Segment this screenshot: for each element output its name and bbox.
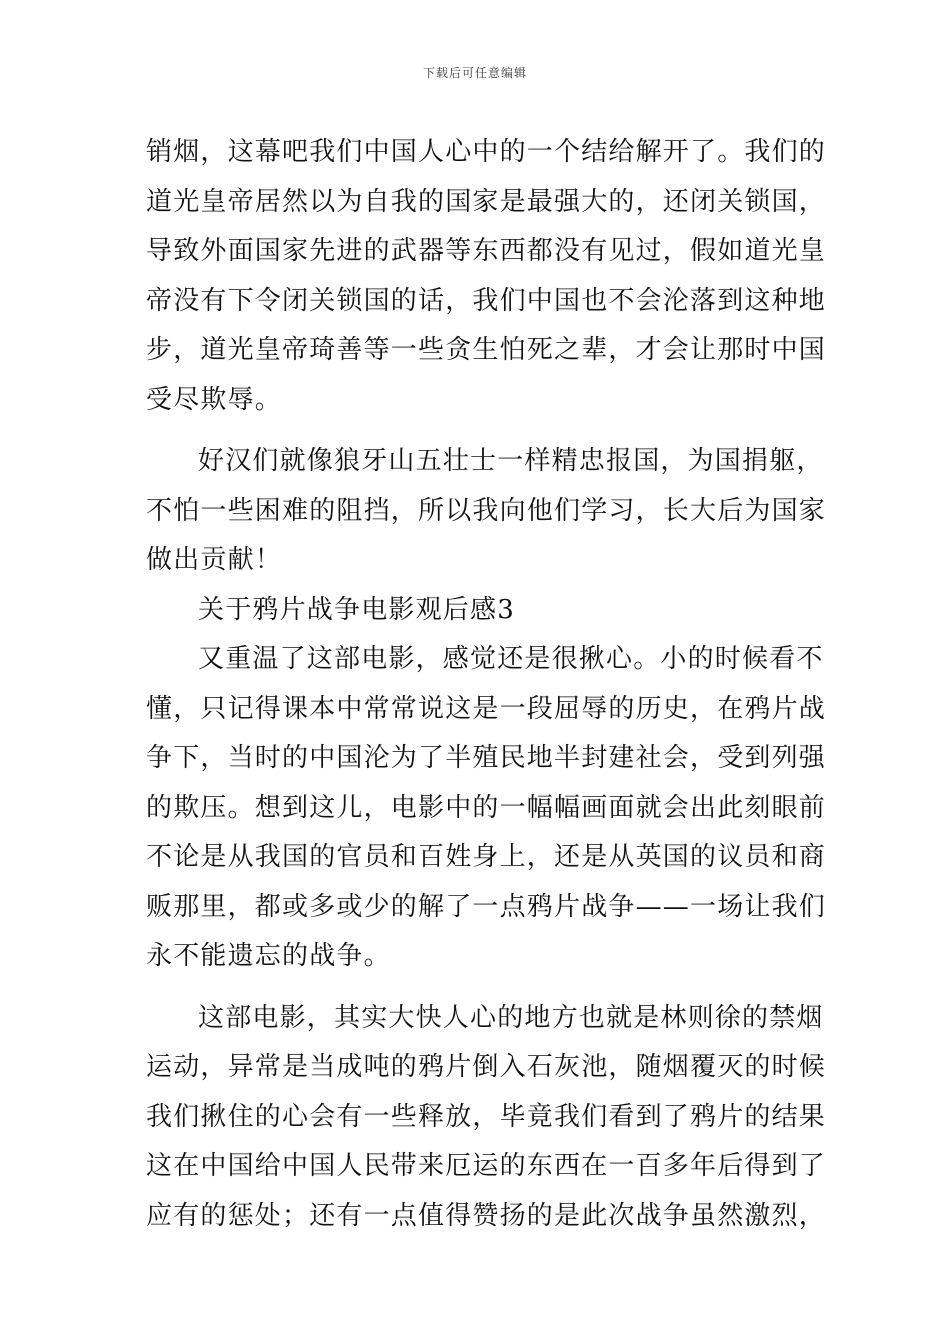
body-text [146, 128, 827, 1241]
text-line: 不怕一些困难的阻挡，所以我向他们学习，长大后为国家 [146, 495, 827, 526]
text-line: 好汉们就像狼牙山五壮士一样精忠报国，为国捐躯， [198, 446, 824, 476]
text-line: 这在中国给中国人民带来厄运的东西在一百多年后得到了 [146, 1151, 827, 1181]
text-line: 应有的惩处；还有一点值得赞扬的是此次战争虽然激烈， [146, 1200, 827, 1231]
text-line: 懂，只记得课本中常常说这是一段屈辱的历史，在鸦片战 [146, 693, 827, 724]
section-heading: 关于鸦片战争电影观后感3 [198, 594, 515, 625]
text-line: 又重温了这部电影，感觉还是很揪心。小的时候看不 [198, 644, 824, 674]
text-line: 贩那里，都或多或少的解了一点鸦片战争——一场让我们 [146, 891, 827, 922]
header-note: 下载后可任意编辑 [422, 66, 527, 80]
text-line: 争下，当时的中国沦为了半殖民地半封建社会，受到列强 [146, 743, 827, 773]
text-line: 运动，异常是当成吨的鸦片倒入石灰池，随烟覆灭的时候 [146, 1052, 827, 1082]
text-line: 的欺压。想到这儿，电影中的一幅幅画面就会出此刻眼前 [146, 792, 827, 823]
text-line: 步，道光皇帝琦善等一些贪生怕死之辈，才会让那时中国 [146, 335, 827, 365]
text-line: 帝没有下令闭关锁国的话，我们中国也不会沦落到这种地 [146, 285, 827, 316]
text-line: 做出贡献！ [146, 545, 283, 575]
text-line: 销烟，这幕吧我们中国人心中的一个结给解开了。我们的 [146, 137, 827, 167]
text-line: 永不能遗忘的战争。 [146, 941, 391, 971]
text-line: 不论是从我国的官员和百姓身上，还是从英国的议员和商 [146, 842, 827, 872]
text-line: 这部电影，其实大快人心的地方也就是林则徐的禁烟 [198, 1002, 824, 1033]
text-line: 导致外面国家先进的武器等东西都没有见过，假如道光皇 [146, 236, 827, 266]
text-line: 道光皇帝居然以为自我的国家是最强大的，还闭关锁国， [146, 186, 827, 217]
text-line: 受尽欺辱。 [146, 384, 283, 415]
text-line: 我们揪住的心会有一些释放，毕竟我们看到了鸦片的结果 [146, 1101, 827, 1132]
